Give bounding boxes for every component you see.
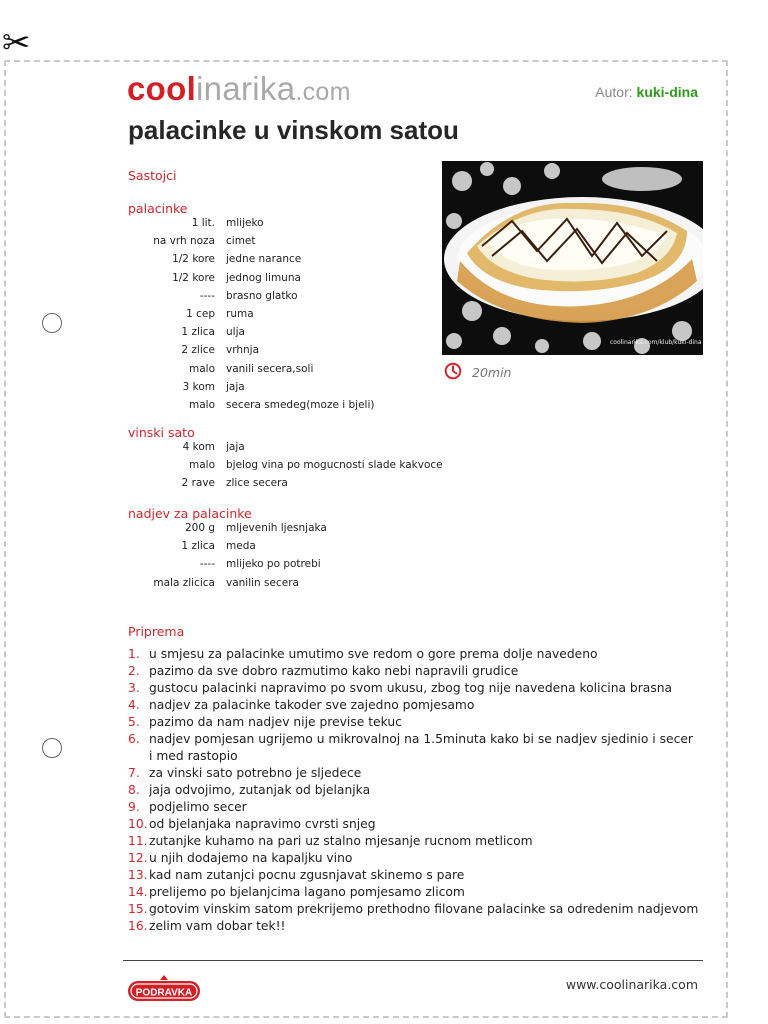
step-text: pazimo da nam nadjev nije previse tekuc: [149, 715, 402, 729]
step-number: 11.: [128, 834, 148, 848]
author-name-link[interactable]: kuki-dina: [636, 84, 698, 100]
ingredient-name: cimet: [226, 235, 256, 248]
ingredient-name: meda: [226, 540, 256, 553]
recipe-title: palacinke u vinskom satou: [128, 115, 459, 145]
recipe-photo-image: [442, 161, 703, 355]
step-item: [128, 833, 700, 850]
step-number: 6.: [128, 732, 140, 746]
step-number: 16.: [128, 919, 148, 933]
ingredient-row: [100, 217, 460, 235]
step-item: [128, 799, 700, 816]
ingredient-name: mlijeko po potrebi: [226, 558, 321, 571]
ingredient-group-heading: vinski sato: [128, 425, 195, 440]
step-item: [128, 663, 700, 680]
logo-part-inarika: inarika: [196, 70, 296, 107]
step-item: [128, 782, 700, 799]
ingredient-qty: na vrh noza: [153, 235, 215, 248]
ingredient-qty: 4 kom: [182, 441, 215, 453]
prep-time: [444, 362, 511, 383]
step-number: 9.: [128, 800, 140, 814]
ingredient-row: [100, 522, 460, 540]
ingredient-qty: mala zlicica: [153, 576, 215, 589]
step-item: [128, 714, 700, 731]
ingredient-qty: 1 zlica: [181, 540, 215, 553]
ingredient-row: [100, 326, 460, 344]
step-item: [128, 901, 700, 918]
ingredient-name: bjelog vina po mogucnosti slade kakvoce: [226, 459, 443, 472]
ingredient-row: [100, 399, 460, 417]
step-text: gotovim vinskim satom prekrijemo prethodno filovane palacinke sa odredenim nadjevom: [149, 902, 699, 916]
binder-hole-top: [42, 313, 62, 333]
ingredient-qty: 1 cep: [186, 308, 215, 320]
footer-divider: [123, 960, 703, 961]
step-text: pazimo da sve dobro razmutimo kako nebi napravili grudice: [149, 664, 519, 678]
step-text: kad nam zutanjci pocnu zgusnjavat skinemo s pare: [149, 868, 465, 882]
ingredient-name: vrhnja: [226, 344, 260, 357]
step-number: 3.: [128, 681, 140, 695]
ingredient-row: [100, 344, 460, 362]
ingredient-row: [100, 477, 460, 495]
ingredient-qty: 3 kom: [182, 380, 215, 393]
ingredient-row: [100, 558, 460, 576]
ingredient-name: zlice secera: [226, 477, 288, 490]
ingredient-name: jedne narance: [226, 253, 302, 266]
binder-hole-bottom: [42, 738, 62, 758]
step-item: [128, 884, 700, 901]
ingredient-qty: 1/2 kore: [172, 271, 215, 284]
ingredient-row: [100, 363, 460, 381]
step-number: 5.: [128, 715, 140, 729]
step-number: 4.: [128, 698, 140, 712]
preparation-steps: [128, 646, 700, 935]
ingredient-row: [100, 577, 460, 595]
ingredient-name: vanili secera,soli: [226, 362, 314, 375]
step-text: zutanjke kuhamo na pari uz stalno mjesanje rucnom metlicom: [149, 834, 533, 848]
logo-part-cool: cool: [127, 70, 197, 107]
ingredient-name: ruma: [226, 308, 254, 320]
step-number: 12.: [128, 851, 148, 865]
ingredient-row: [100, 459, 460, 477]
step-number: 10.: [128, 817, 148, 831]
recipe-photo: [442, 161, 703, 355]
step-number: 14.: [128, 885, 148, 899]
step-number: 8.: [128, 783, 140, 797]
preparation-heading: Priprema: [128, 624, 185, 639]
step-text: gustocu palacinki napravimo po svom ukusu, zbog tog nije navedena kolicina brasna: [149, 681, 673, 695]
footer-url-link[interactable]: www.coolinarika.com: [565, 977, 698, 992]
step-text: nadjev za palacinke takoder sve zajedno pomjesamo: [149, 698, 475, 712]
step-text: za vinski sato potrebno je sljedece: [149, 766, 362, 780]
step-item: [128, 816, 700, 833]
ingredient-row: [100, 290, 460, 308]
ingredient-qty: 2 zlice: [181, 344, 215, 357]
step-number: 2.: [128, 664, 140, 678]
ingredient-group-heading: nadjev za palacinke: [128, 506, 252, 521]
step-number: 15.: [128, 902, 148, 916]
ingredient-row: [100, 272, 460, 290]
scissors-icon: ✂: [2, 23, 31, 63]
ingredient-qty: ----: [199, 289, 215, 302]
step-item: [128, 765, 700, 782]
step-text: prelijemo po bjelanjcima lagano pomjesamo zlicom: [149, 885, 465, 899]
photo-watermark: coolinarika.com/klub/kuki-dina: [610, 339, 702, 346]
ingredient-name: mljevenih ljesnjaka: [226, 522, 327, 534]
prep-time-value: 20min: [472, 365, 512, 380]
step-text: nadjev pomjesan ugrijemo u mikrovalnoj na 1.5minuta kako bi se nadjev sjedinio i secer i med rastopio: [149, 732, 693, 763]
ingredient-qty: 2 rave: [181, 477, 215, 490]
ingredient-name: jednog limuna: [226, 271, 301, 284]
step-number: 1.: [128, 647, 140, 661]
site-logo[interactable]: [127, 70, 351, 111]
step-text: od bjelanjaka napravimo cvrsti snjeg: [149, 817, 376, 831]
step-text: zelim vam dobar tek!!: [149, 919, 286, 933]
step-item: [128, 646, 700, 663]
step-number: 7.: [128, 766, 140, 780]
logo-part-dotcom: .com: [295, 78, 351, 106]
ingredient-qty: ----: [199, 558, 215, 571]
ingredient-row: [100, 235, 460, 253]
podravka-logo-text: PODRAVKA: [135, 987, 193, 999]
step-text: jaja odvojimo, zutanjak od bjelanjka: [149, 783, 371, 797]
ingredients-heading: Sastojci: [128, 168, 177, 183]
ingredient-name: vanilin secera: [226, 576, 299, 589]
clock-icon: [444, 362, 462, 383]
ingredient-row: [100, 308, 460, 326]
step-item: [128, 680, 700, 697]
step-item: [128, 731, 700, 765]
ingredient-row: [100, 381, 460, 399]
ingredient-qty: malo: [188, 362, 215, 375]
step-text: u njih dodajemo na kapaljku vino: [149, 851, 353, 865]
ingredient-qty: malo: [188, 459, 215, 472]
step-number: 13.: [128, 868, 148, 882]
ingredient-name: mlijeko: [226, 217, 264, 229]
ingredient-qty: 200 g: [184, 522, 215, 534]
step-item: [128, 697, 700, 714]
ingredient-row: [100, 441, 460, 459]
ingredient-row: [100, 540, 460, 558]
ingredient-qty: 1 lit.: [191, 217, 215, 229]
author-info: [595, 84, 698, 100]
ingredient-name: ulja: [226, 326, 245, 339]
ingredient-qty: 1 zlica: [181, 326, 215, 339]
ingredient-qty: 1/2 kore: [172, 253, 215, 266]
ingredient-row: [100, 253, 460, 271]
podravka-logo[interactable]: [126, 974, 202, 1008]
ingredient-name: jaja: [226, 441, 245, 453]
step-text: podjelimo secer: [149, 800, 247, 814]
ingredient-group-heading: palacinke: [128, 201, 188, 216]
ingredient-name: jaja: [226, 380, 245, 393]
step-item: [128, 918, 700, 935]
step-item: [128, 850, 700, 867]
ingredient-qty: malo: [188, 399, 215, 411]
author-label: Autor:: [595, 84, 633, 100]
step-item: [128, 867, 700, 884]
ingredient-name: brasno glatko: [226, 289, 298, 302]
step-text: u smjesu za palacinke umutimo sve redom o gore prema dolje navedeno: [149, 647, 598, 661]
ingredient-name: secera smedeg(moze i bjeli): [226, 399, 375, 411]
